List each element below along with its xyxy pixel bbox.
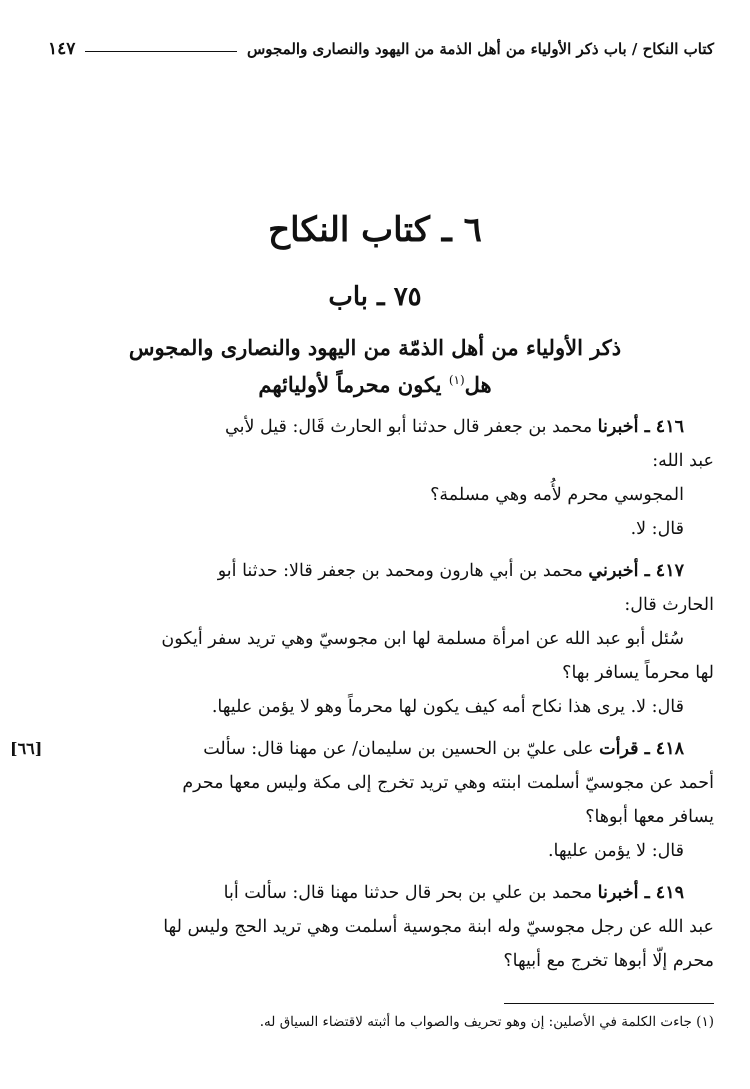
isnad-text: على عليّ بن الحسين بن سليمان/ عن مهنا قال: سألت <box>203 739 600 759</box>
hadith-number: ٤١٨ ـ <box>638 739 684 759</box>
transmission-verb: أخبرنا <box>597 883 639 903</box>
isnad-continuation: الحارث قال: <box>624 595 714 615</box>
page-number: ١٤٧ <box>48 39 76 59</box>
isnad-text: محمد بن علي بن بحر قال حدثنا مهنا قال: سألت أبا <box>223 883 598 903</box>
bab-heading-word: هل <box>464 372 492 397</box>
answer-text: قال: لا. يرى هذا نكاح أمه كيف يكون لها محرماً وهو لا يؤمن عليها. <box>211 697 684 717</box>
hadith-419 <box>36 876 714 978</box>
body-text <box>10 410 714 978</box>
hadith-number: ٤١٩ ـ <box>638 883 684 903</box>
hadith-number: ٤١٧ ـ <box>638 561 684 581</box>
isnad-continuation: عبد الله: <box>652 451 714 471</box>
transmission-verb: أخبرنا <box>597 417 639 437</box>
header-rule <box>85 51 237 52</box>
hadith-417 <box>36 554 714 724</box>
isnad-text: محمد بن أبي هارون ومحمد بن جعفر قالا: حدثنا أبو <box>217 561 589 581</box>
answer-text: قال: لا. <box>630 519 684 539</box>
question-continuation: لها محرماً يسافر بها؟ <box>562 663 714 683</box>
bab-heading-line-1: ذكر الأولياء من أهل الذمّة من اليهود والنصارى والمجوس <box>128 335 622 360</box>
paragraph-gap <box>36 868 714 876</box>
isnad-line <box>36 410 714 444</box>
bab-heading-rest: يكون محرماً لأوليائهم <box>258 372 449 397</box>
question-continuation: يسافر معها أبوها؟ <box>585 807 714 827</box>
running-header-title: كتاب النكاح / باب ذكر الأولياء من أهل الذمة من اليهود والنصارى والمجوس <box>246 40 714 58</box>
isnad-line <box>36 554 714 588</box>
paragraph-gap <box>36 546 714 554</box>
manuscript-folio-marker: [٦٦] <box>10 739 43 758</box>
hadith-number: ٤١٦ ـ <box>638 417 684 437</box>
isnad-text: محمد بن جعفر قال حدثنا أبو الحارث قَال: قيل لأبي <box>225 417 598 437</box>
question-text: أحمد عن مجوسيّ أسلمت ابنته وهي تريد تخرج إلى مكة وليس معها محرم <box>182 773 714 793</box>
bab-heading-line-2 <box>40 364 710 401</box>
question-continuation: محرم إلّا أبوها تخرج مع أبيها؟ <box>503 951 714 971</box>
bab-heading <box>40 332 710 401</box>
running-header <box>48 36 714 62</box>
paragraph-gap <box>36 724 714 732</box>
question-text: سُئل أبو عبد الله عن امرأة مسلمة لها ابن مجوسيّ وهي تريد سفر أيكون <box>161 629 684 649</box>
question-text: عبد الله عن رجل مجوسيّ وله ابنة مجوسية أسلمت وهي تريد الحج وليس لها <box>163 917 714 937</box>
isnad-line <box>36 876 714 910</box>
hadith-418 <box>10 732 714 868</box>
isnad-line <box>36 732 714 766</box>
transmission-verb: قرأت <box>599 739 639 759</box>
footnote-rule <box>504 1003 714 1004</box>
footnote: (١) جاءت الكلمة في الأصلين: إن وهو تحريف والصواب ما أثبته لاقتضاء السياق له. <box>259 1014 714 1030</box>
answer-text: قال: لا يؤمن عليها. <box>547 841 684 861</box>
footnote-reference[interactable]: (١) <box>448 373 465 387</box>
chapter-title: ٦ ـ كتاب النكاح <box>268 210 482 250</box>
bab-title: ٧٥ ـ باب <box>328 282 422 312</box>
hadith-416 <box>36 410 714 546</box>
transmission-verb: أخبرني <box>588 561 639 581</box>
question-text: المجوسي محرم لأُمه وهي مسلمة؟ <box>430 485 684 505</box>
